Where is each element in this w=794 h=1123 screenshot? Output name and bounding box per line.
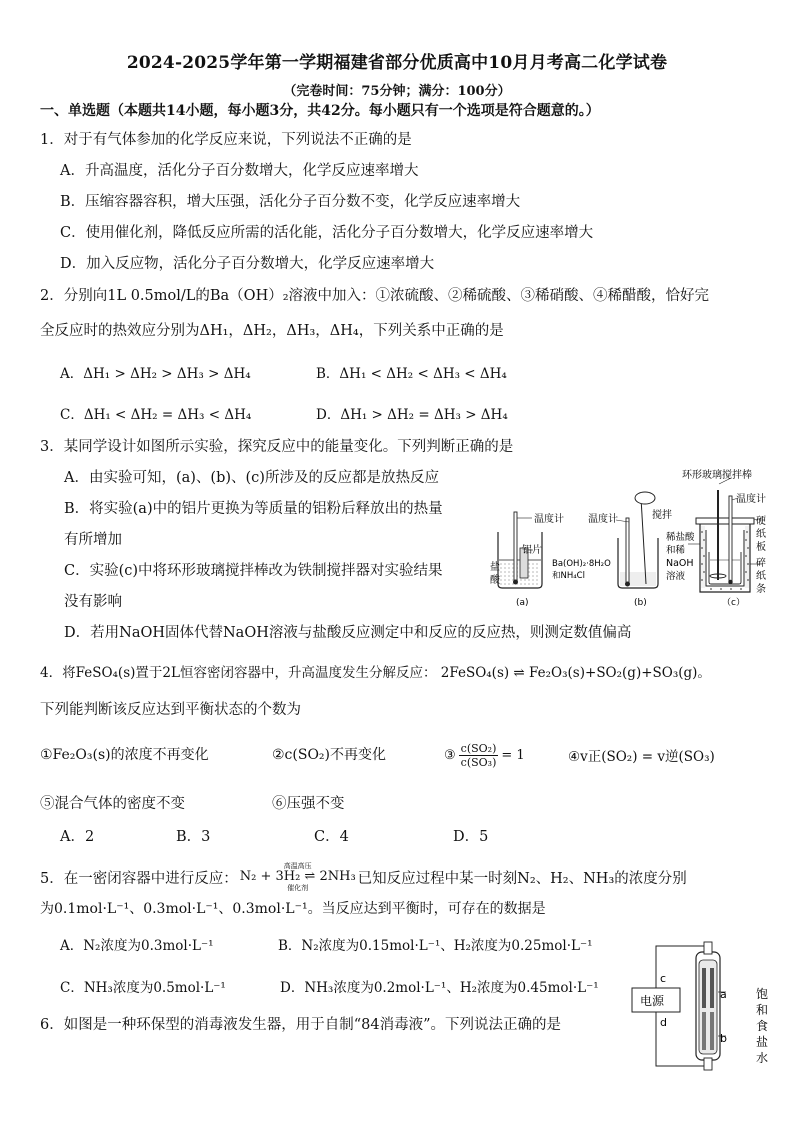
brine-label-4: 盐 xyxy=(756,1035,769,1049)
exam-title: 2024-2025学年第一学期福建省部分优质高中10月月考高二化学试卷 xyxy=(126,53,668,73)
q5-stem-prefix: 5．在一密闭容器中进行反应： xyxy=(40,870,238,887)
fig-c-lid-2: 纸 xyxy=(756,529,766,540)
electrode-a-label: a xyxy=(720,988,727,1001)
fig-c-caption: （c） xyxy=(722,598,745,608)
q3-option-c-line2: 没有影响 xyxy=(64,594,122,610)
q5-stem-suffix: 已知反应过程中某一时刻N₂、H₂、NH₃的浓度分别 xyxy=(357,870,687,887)
electrode-b-label: b xyxy=(720,1032,727,1045)
q4-option-d: D．5 xyxy=(453,829,489,845)
q1-option-c: C．使用催化剂，降低反应所需的活化能，活化分子百分数增大，化学反应速率增大 xyxy=(60,225,594,241)
q4-condition-1: ①Fe₂O₃(s)的浓度不再变化 xyxy=(40,747,209,763)
cond3-suffix: = 1 xyxy=(501,747,525,763)
electrolysis-tube xyxy=(696,942,726,1070)
brine-label-1: 饱 xyxy=(756,987,769,1001)
q2-option-d: D．ΔH₁ > ΔH₂ = ΔH₃ > ΔH₄ xyxy=(316,407,508,423)
fig-c-thermometer-label: 温度计 xyxy=(736,494,766,505)
q5-equation-text: N₂ + 3H₂ ⇌ 2NH₃ xyxy=(239,869,356,884)
q2-stem-line1: 2．分别向1L 0.5mol/L的Ba（OH）₂溶液中加入：①浓硫酸、②稀硫酸、③稀硝酸、④稀醋酸，恰好完 xyxy=(40,288,710,304)
fig-c-paper-1: 碎 xyxy=(756,558,766,569)
q1-option-a: A．升高温度，活化分子百分数增大，化学反应速率增大 xyxy=(60,163,419,179)
q4-condition-4: ④v正(SO₂) = v逆(SO₃) xyxy=(568,749,715,765)
cond3-numerator: c(SO₂) xyxy=(460,741,497,755)
q4-condition-5: ⑤混合气体的密度不变 xyxy=(40,796,185,812)
q5-option-b: B．N₂浓度为0.15mol·L⁻¹、H₂浓度为0.25mol·L⁻¹ xyxy=(278,938,593,954)
q2-option-a: A．ΔH₁ > ΔH₂ > ΔH₃ > ΔH₄ xyxy=(60,366,251,382)
fig-c-lid-1: 硬 xyxy=(756,516,766,527)
fig-b-reagent-1: Ba(OH)₂·8H₂O xyxy=(552,559,611,569)
q4-option-b: B．3 xyxy=(176,829,211,845)
cond3-prefix: ③ xyxy=(444,747,456,763)
q5-option-d: D．NH₃浓度为0.2mol·L⁻¹、H₂浓度为0.45mol·L⁻¹ xyxy=(280,980,599,996)
fig-a-al-label: 铝片 xyxy=(522,545,542,556)
q1-option-d: D．加入反应物，活化分子百分数增大，化学反应速率增大 xyxy=(60,256,435,272)
fig-a-thermometer-label: 温度计 xyxy=(534,514,564,525)
q3-option-b-line1: B．将实验(a)中的铝片更换为等质量的铝粉后释放出的热量 xyxy=(64,501,443,517)
fig-a-acid-label-2: 酸 xyxy=(490,575,500,586)
q5-stem-line1 xyxy=(40,862,687,892)
q3-stem: 3．某同学设计如图所示实验，探究反应中的能量变化。下列判断正确的是 xyxy=(40,439,514,455)
fig-c-lid-3: 板 xyxy=(756,542,766,553)
section-heading: 一、单选题（本题共14小题，每小题3分，共42分。每小题只有一个选项是符合题意的。） xyxy=(40,103,600,119)
q4-option-a: A．2 xyxy=(60,829,95,845)
brine-label-2: 和 xyxy=(756,1003,769,1017)
q5-stem-line2: 为0.1mol·L⁻¹、0.3mol·L⁻¹、0.3mol·L⁻¹。当反应达到平衡时，可存在的数据是 xyxy=(40,901,546,917)
q4-condition-3 xyxy=(444,736,525,774)
q4-condition-6: ⑥压强不变 xyxy=(272,796,345,812)
fig-a-acid-label-1: 盐 xyxy=(490,562,500,573)
fig-a-caption: (a) xyxy=(516,598,529,608)
q3-option-a: A．由实验可知，(a)、(b)、(c)所涉及的反应都是放热反应 xyxy=(64,470,439,486)
cond3-fraction xyxy=(459,742,499,769)
q3-experiment-figure xyxy=(486,460,786,610)
q2-stem-line2: 全反应时的热效应分别为ΔH₁，ΔH₂，ΔH₃，ΔH₄，下列关系中正确的是 xyxy=(40,323,504,339)
q3-option-c-line1: C．实验(c)中将环形玻璃搅拌棒改为铁制搅拌器对实验结果 xyxy=(64,563,443,579)
q4-condition-2: ②c(SO₂)不再变化 xyxy=(272,747,386,763)
q1-stem: 1．对于有气体参加的化学反应来说，下列说法不正确的是 xyxy=(40,132,412,148)
q4-option-c: C．4 xyxy=(314,829,349,845)
q5-option-c: C．NH₃浓度为0.5mol·L⁻¹ xyxy=(60,980,226,996)
cond3-denominator: c(SO₃) xyxy=(460,755,497,769)
q6-electrolysis-figure xyxy=(630,938,780,1078)
fig-c-solution-4: 溶液 xyxy=(666,571,686,582)
fig-b-stir-label: 搅拌 xyxy=(652,510,672,521)
fig-c-solution-2: 和稀 xyxy=(666,545,686,556)
exam-subtitle: （完卷时间：75分钟；满分：100分） xyxy=(283,84,511,99)
fig-b-thermometer-label: 温度计 xyxy=(588,514,618,525)
q4-stem-line2: 下列能判断该反应达到平衡状态的个数为 xyxy=(40,702,301,718)
q1-option-b: B．压缩容器容积，增大压强，活化分子百分数不变，化学反应速率增大 xyxy=(60,194,521,210)
q2-option-b: B．ΔH₁ < ΔH₂ < ΔH₃ < ΔH₄ xyxy=(316,366,507,382)
power-supply-label: 电源 xyxy=(640,994,665,1008)
terminal-d-label: d xyxy=(660,1016,667,1029)
q5-option-a: A．N₂浓度为0.3mol·L⁻¹ xyxy=(60,938,214,954)
q5-equation xyxy=(240,862,356,892)
fig-c-stirrer-label: 环形玻璃搅拌棒 xyxy=(682,470,752,481)
fig-c-paper-3: 条 xyxy=(756,584,766,595)
fig-c-solution-3: NaOH xyxy=(666,558,694,569)
brine-label-3: 食 xyxy=(756,1019,769,1033)
q3-option-d: D．若用NaOH固体代替NaOH溶液与盐酸反应测定中和反应的反应热，则测定数值偏高 xyxy=(64,625,632,641)
q4-stem-line1: 4．将FeSO₄(s)置于2L恒容密闭容器中，升高温度发生分解反应： 2FeSO₄(s) ⇌ Fe₂O₃(s)+SO₂(g)+SO₃(g)。 xyxy=(40,665,711,681)
fig-c-solution-1: 稀盐酸 xyxy=(666,532,695,543)
fig-c-paper-2: 纸 xyxy=(756,571,766,582)
q6-stem: 6．如图是一种环保型的消毒液发生器，用于自制“84消毒液”。下列说法正确的是 xyxy=(40,1017,561,1033)
fig-b-caption: (b) xyxy=(634,598,647,608)
q5-condition-bottom: 催化剂 xyxy=(287,884,309,892)
q2-option-c: C．ΔH₁ < ΔH₂ = ΔH₃ < ΔH₄ xyxy=(60,407,252,423)
q5-condition-top: 高温高压 xyxy=(283,862,312,870)
terminal-c-label: c xyxy=(660,972,667,985)
beaker-b xyxy=(616,492,658,588)
fig-b-reagent-2: 和NH₄Cl xyxy=(552,571,585,581)
q3-option-b-line2: 有所增加 xyxy=(64,532,122,548)
brine-label-5: 水 xyxy=(756,1051,769,1065)
